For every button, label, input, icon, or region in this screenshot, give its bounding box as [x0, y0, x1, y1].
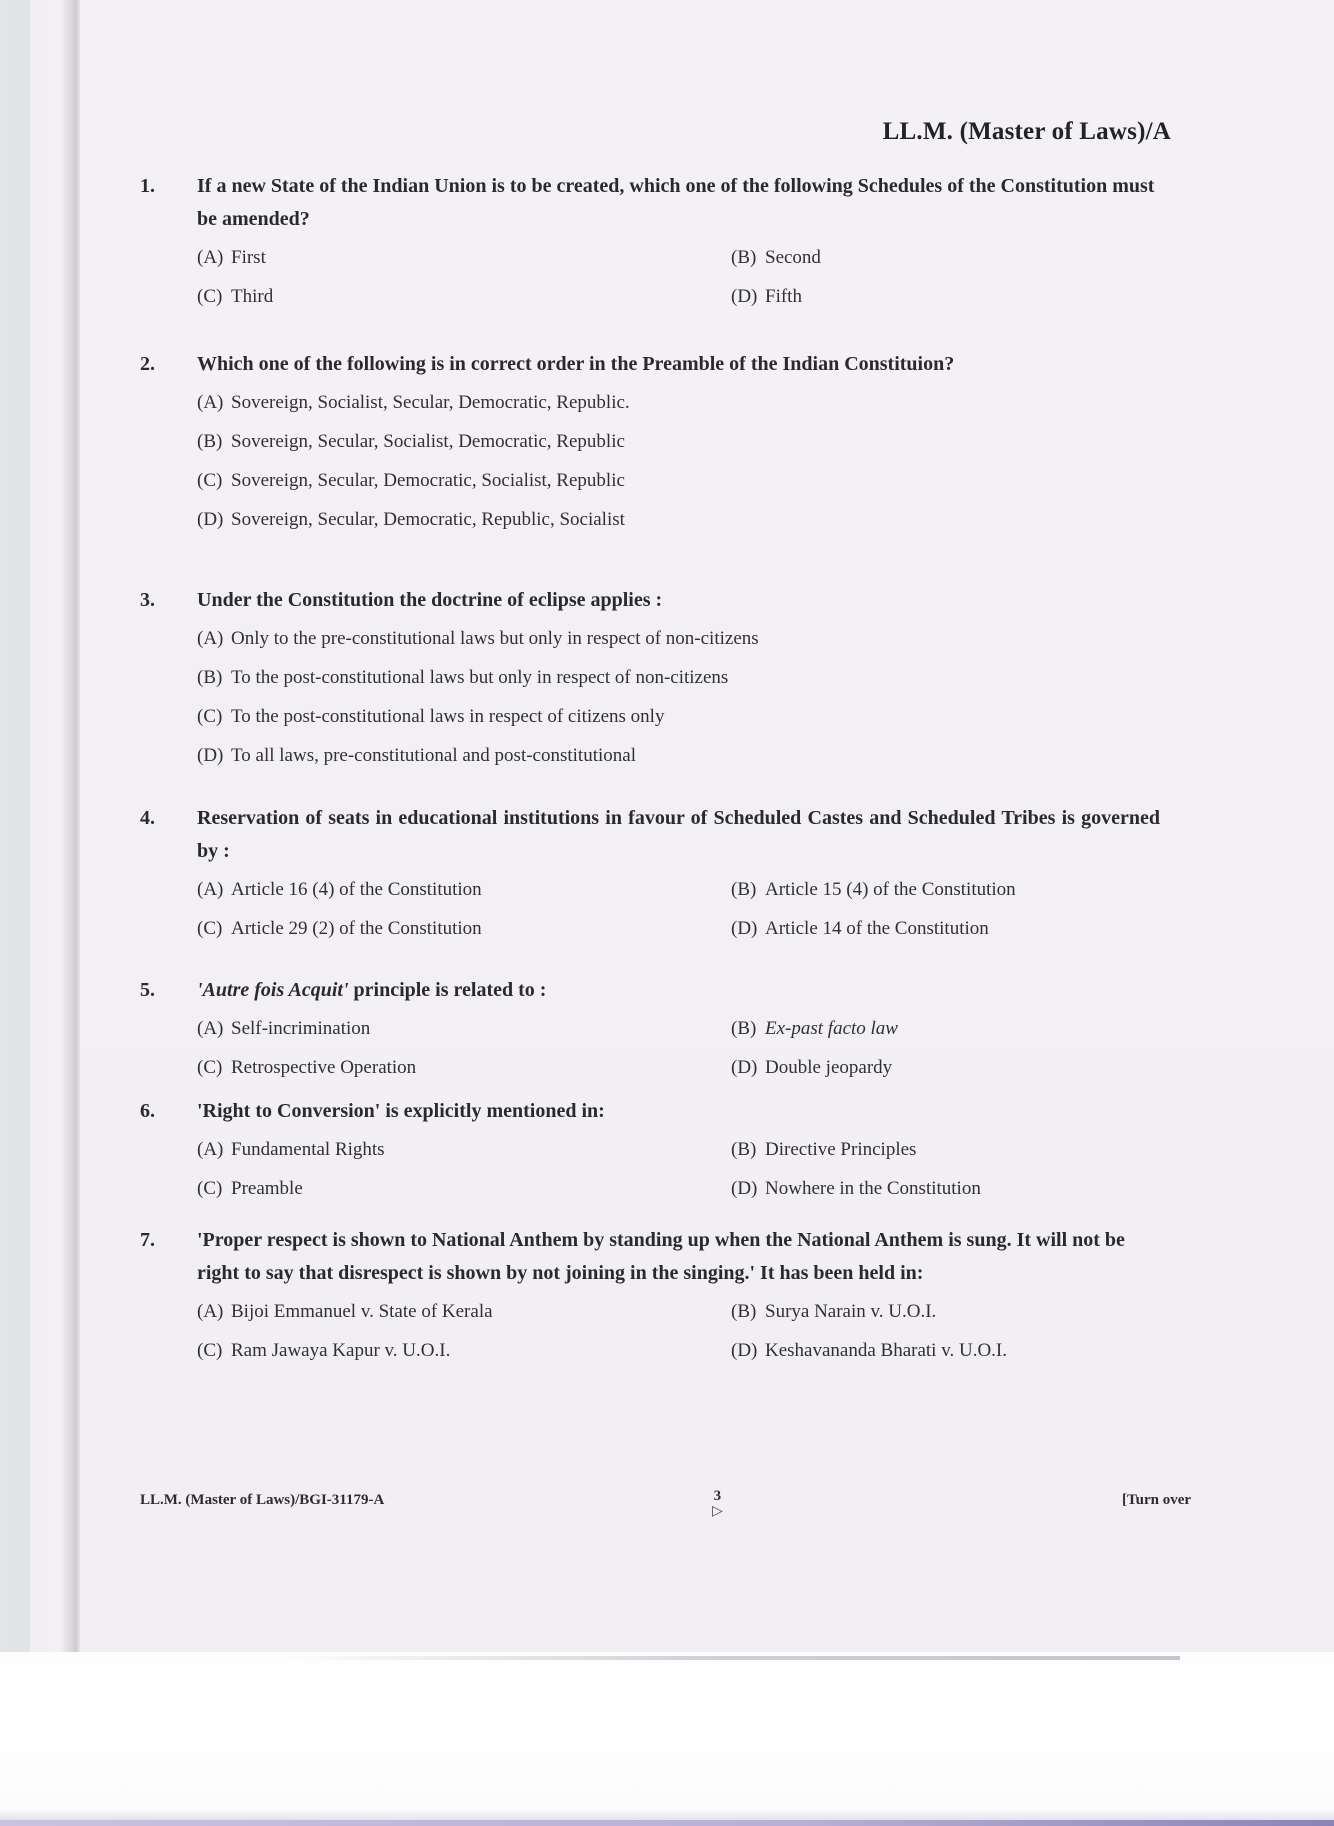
option-c: (C) Third	[197, 286, 274, 307]
option-c: (C) Retrospective Operation	[197, 1057, 417, 1078]
question-number: 2.	[140, 353, 155, 375]
option-c: (C) Sovereign, Secular, Democratic, Socialist, Republic	[197, 470, 625, 491]
page-title: LL.M. (Master of Laws)/A	[882, 118, 1171, 145]
page-number: 3 ▷	[712, 1488, 723, 1519]
option-a: (A) Fundamental Rights	[197, 1139, 385, 1160]
question-text: 'Autre fois Acquit' principle is related to :	[197, 979, 547, 1001]
option-d: (D) Nowhere in the Constitution	[731, 1178, 981, 1199]
page-marker-triangle-icon: ▷	[712, 1504, 723, 1519]
options	[197, 242, 1160, 312]
question-number: 3.	[140, 589, 155, 611]
question-6	[140, 1095, 1160, 1204]
question-5	[140, 974, 1160, 1083]
question-number: 7.	[140, 1229, 155, 1251]
latin-term: 'Autre fois Acquit'	[197, 979, 349, 1001]
question-text: 'Right to Conversion' is explicitly mentioned in:	[197, 1100, 605, 1122]
options	[197, 874, 1160, 944]
question-number: 6.	[140, 1100, 155, 1122]
options	[197, 1134, 1160, 1204]
option-d: (D) To all laws, pre-constitutional and post-constitutional	[197, 745, 636, 766]
option-b: (B) Second	[731, 247, 821, 268]
question-text: Which one of the following is in correct order in the Preamble of the Indian Constituion?	[197, 353, 955, 375]
question-number: 4.	[140, 807, 155, 829]
question-2	[140, 348, 1160, 535]
question-text: If a new State of the Indian Union is to be created, which one of the following Schedules of the Constitution must be amended?	[197, 175, 1155, 230]
option-a: (A) Self-incrimination	[197, 1018, 371, 1039]
option-d: (D) Fifth	[731, 286, 802, 307]
option-b: (B) Article 15 (4) of the Constitution	[731, 879, 1016, 900]
option-b: (B) Sovereign, Secular, Socialist, Democratic, Republic	[197, 431, 625, 452]
option-d: (D) Double jeopardy	[731, 1057, 893, 1078]
option-b: (B) Ex-past facto law	[731, 1018, 898, 1039]
option-d: (D) Keshavananda Bharati v. U.O.I.	[731, 1340, 1007, 1361]
option-c: (C) Preamble	[197, 1178, 303, 1199]
footer-paper-code: LL.M. (Master of Laws)/BGI-31179-A	[140, 1492, 385, 1508]
option-a: (A) Sovereign, Socialist, Secular, Democratic, Republic.	[197, 392, 630, 413]
option-b: (B) Surya Narain v. U.O.I.	[731, 1301, 937, 1322]
question-number: 5.	[140, 979, 155, 1001]
options	[197, 1296, 1160, 1366]
question-7	[140, 1224, 1160, 1366]
question-text: Under the Constitution the doctrine of eclipse applies :	[197, 589, 663, 611]
question-text: 'Proper respect is shown to National Anthem by standing up when the National Anthem is sung. It will not be right to say that disrespect is shown by not joining in the singing.' It has been held in:	[197, 1229, 1125, 1284]
question-3	[140, 584, 1160, 771]
question-1	[140, 170, 1160, 312]
option-c: (C) Article 29 (2) of the Constitution	[197, 918, 482, 939]
option-c: (C) To the post-constitutional laws in respect of citizens only	[197, 706, 665, 727]
option-a: (A) Bijoi Emmanuel v. State of Kerala	[197, 1301, 493, 1322]
option-c: (C) Ram Jawaya Kapur v. U.O.I.	[197, 1340, 451, 1361]
option-d: (D) Sovereign, Secular, Democratic, Republic, Socialist	[197, 509, 625, 530]
option-a: (A) First	[197, 247, 266, 268]
options	[197, 387, 1160, 535]
option-b: (B) To the post-constitutional laws but only in respect of non-citizens	[197, 667, 729, 688]
option-a: (A) Article 16 (4) of the Constitution	[197, 879, 482, 900]
option-a: (A) Only to the pre-constitutional laws but only in respect of non-citizens	[197, 628, 759, 649]
option-d: (D) Article 14 of the Constitution	[731, 918, 989, 939]
option-b: (B) Directive Principles	[731, 1139, 917, 1160]
question-text: Reservation of seats in educational institutions in favour of Scheduled Castes and Scheduled Tribes is governed by :	[197, 807, 1160, 862]
options	[197, 623, 1160, 771]
options	[197, 1013, 1160, 1083]
turn-over-note: [Turn over	[1122, 1492, 1192, 1508]
question-number: 1.	[140, 175, 155, 197]
question-4	[140, 802, 1160, 944]
